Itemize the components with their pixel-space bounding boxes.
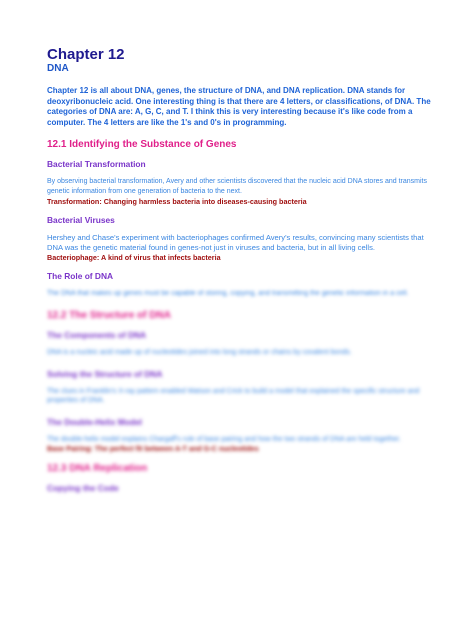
paragraph-bacterial-transformation: By observing bacterial transformation, Avery and other scientists discovered that the nucleic acid DNA stores and transmits genetic information from one generation of bacteria to the next.: [47, 178, 427, 195]
chapter-intro: Chapter 12 is all about DNA, genes, the structure of DNA, and DNA replication. DNA stands for deoxyribonucleic acid. One interesting thing is that there are 4 letters, or classifications, of DNA. The categories of DNA are: A, G, C, and T. I think this is very interesting because it's like code from a computer. The 4 letters are like the 1's and 0's in programming.: [47, 86, 431, 127]
section-heading-12-1: 12.1 Identifying the Substance of Genes: [47, 139, 237, 151]
definition-bacteriophage: Bacteriophage: A kind of virus that infects bacteria: [47, 252, 221, 262]
paragraph-components-of-dna: DNA is a nucleic acid made up of nucleotides joined into long strands or chains by covalent bonds.: [47, 348, 352, 356]
subsection-heading-role-of-dna: The Role of DNA: [47, 271, 114, 282]
subsection-heading-components-of-dna: The Components of DNA: [47, 329, 147, 340]
subsection-heading-bacterial-viruses: Bacterial Viruses: [47, 215, 115, 226]
document-page: [47, 46, 437, 501]
subsection-heading-bacterial-transformation: Bacterial Transformation: [47, 159, 146, 170]
definition-base-pairing: Base Pairing: The perfect fit between A-T and G-C nucleotides: [47, 444, 259, 454]
subsection-heading-double-helix: The Double-Helix Model: [47, 416, 142, 427]
section-heading-12-3: 12.3 DNA Replication: [47, 462, 148, 474]
chapter-title: Chapter 12: [47, 46, 125, 63]
paragraph-solving-structure: The clues in Franklin's X-ray pattern enabled Watson and Crick to build a model that explained the specific structure and properties of DNA.: [47, 387, 420, 405]
definition-transformation: Transformation: Changing harmless bacteria into diseases-causing bacteria: [47, 196, 307, 206]
subsection-heading-copying-the-code: Copying the Code: [47, 482, 119, 493]
subsection-heading-solving-structure: Solving the Structure of DNA: [47, 368, 163, 379]
section-heading-12-2: 12.2 The Structure of DNA: [47, 309, 171, 321]
paragraph-bacterial-viruses: Hershey and Chase's experiment with bacteriophages confirmed Avery's results, convincing many scientists that DNA was the genetic material found in genes-not just in viruses and bacteria, but in all living cells.: [47, 233, 424, 252]
paragraph-role-of-dna: The DNA that makes up genes must be capable of storing, copying, and transmitting the genetic information in a cell.: [47, 290, 409, 298]
chapter-subtitle: DNA: [47, 63, 69, 74]
paragraph-double-helix: The double-helix model explains Chargaff's rule of base pairing and how the two strands of DNA are held together.: [47, 435, 401, 443]
